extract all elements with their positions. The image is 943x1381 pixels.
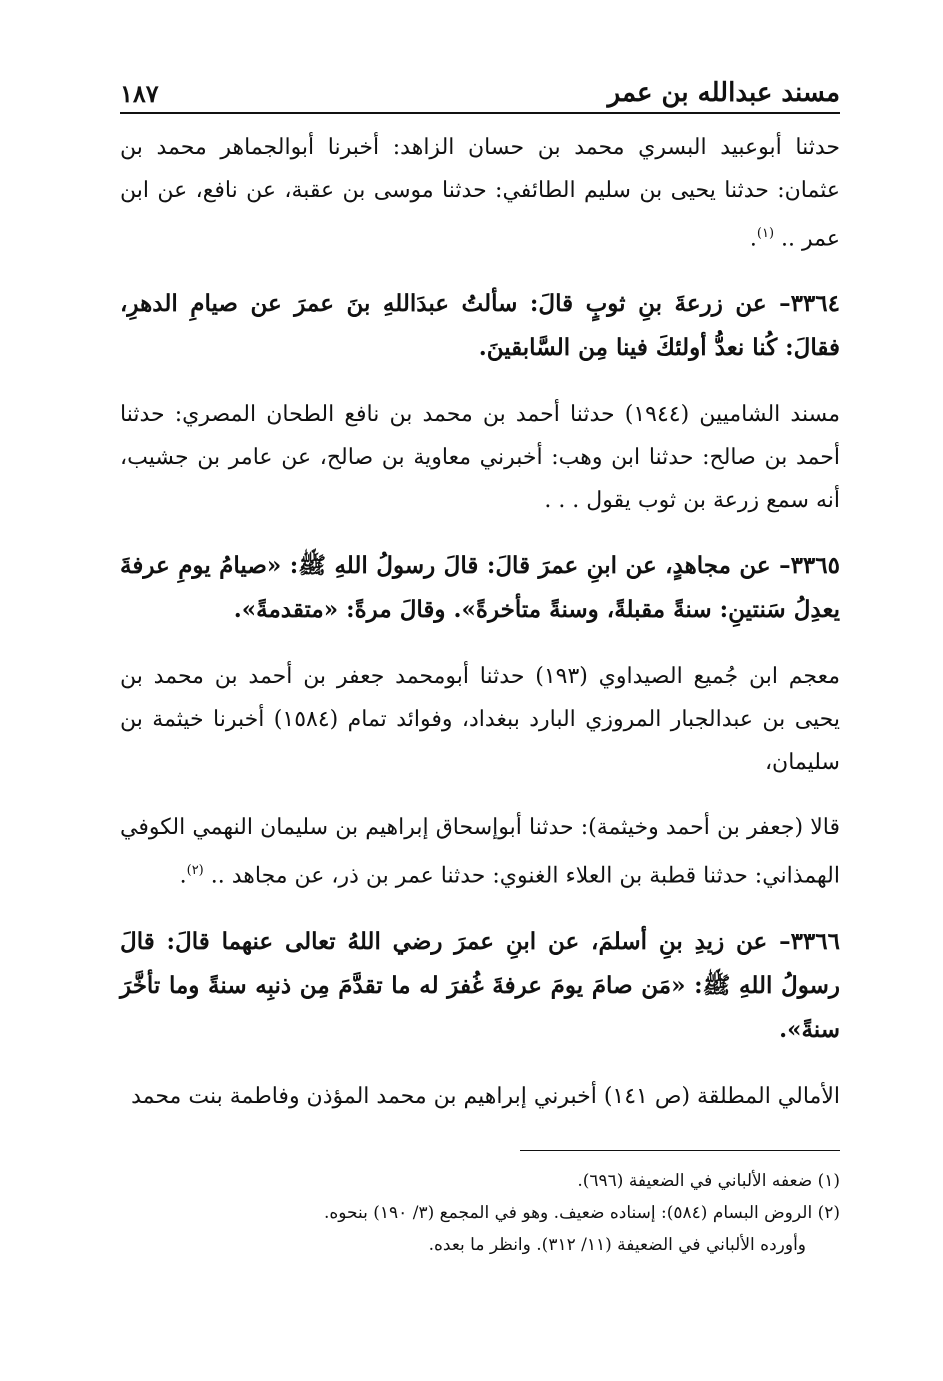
- source-paragraph: [120, 806, 840, 897]
- footnote-2-continued: وأورده الألباني في الضعيفة (١١/ ٣١٢). وانظر ما بعده.: [428, 1234, 806, 1255]
- paragraph-end: .: [179, 863, 187, 889]
- hadith-paragraph: ٣٣٦٥– عن مجاهدٍ، عن ابنِ عمرَ قالَ: قالَ رسولُ اللهِ ﷺ: «صيامُ يومِ عرفةَ يعدِلُ سَنتينِ: سنةً مقبلةً، وسنةً متأخرةً». وقالَ مرةً: «متقدمةً».: [120, 552, 840, 624]
- footnote-1: (١) ضعفه الألباني في الضعيفة (٦٩٦).: [577, 1170, 840, 1191]
- footnote-separator: [520, 1150, 840, 1151]
- running-title: مسند عبدالله بن عمر: [607, 78, 840, 108]
- source-paragraph: [120, 126, 840, 260]
- footnotes: [120, 1165, 840, 1261]
- running-header: [120, 70, 840, 114]
- footnote-2: (٢) الروض البسام (٥٨٤): إسناده ضعيف. وهو في المجمع (٣/ ١٩٠) بنحوه.: [323, 1202, 840, 1223]
- source-paragraph: الأمالي المطلقة (ص ١٤١) أخبرني إبراهيم بن محمد المؤذن وفاطمة بنت محمد: [131, 1083, 840, 1109]
- page-number: ١٨٧: [120, 79, 159, 108]
- paragraph-end: .: [749, 226, 757, 252]
- paragraph-text: حدثنا أبوعبيد البسري محمد بن حسان الزاهد: أخبرنا أبوالجماهر محمد بن عثمان: حدثنا يحيى بن سليم الطائفي: حدثنا موسى بن عقبة، عن نافع، عن ابن عمر ..: [120, 135, 840, 252]
- source-paragraph: معجم ابن جُميع الصيداوي (١٩٣) حدثنا أبومحمد جعفر بن أحمد بن محمد بن يحيى بن عبدالجبار المروزي البارد ببغداد، وفوائد تمام (١٥٨٤) أخبرنا خيثمة بن سليمان،: [120, 664, 841, 776]
- hadith-paragraph: ٣٣٦٦– عن زيدِ بنِ أسلمَ، عن ابنِ عمرَ رضي اللهُ تعالى عنهما قالَ: قالَ رسولُ اللهِ ﷺ: «مَن صامَ يومَ عرفةَ غُفرَ له ما تقدَّمَ مِن ذنبِه سنةً وما تأخَّرَ سنةً».: [120, 927, 840, 1043]
- footnote-ref[interactable]: (٢): [186, 863, 204, 879]
- paragraph-text: قالا (جعفر بن أحمد وخيثمة): حدثنا أبوإسحاق إبراهيم بن سليمان النهمي الكوفي الهمذاني: حدثنا قطبة بن العلاء الغنوي: حدثنا عمر بن ذر، عن مجاهد ..: [120, 815, 840, 889]
- footnote-ref[interactable]: (١): [756, 226, 775, 241]
- hadith-paragraph: ٣٣٦٤– عن زرعةَ بنِ ثوبٍ قالَ: سألتُ عبدَاللهِ بنَ عمرَ عن صيامِ الدهرِ، فقالَ: كُنا نعدُّ أولئكَ فينا مِن السَّابقينَ.: [120, 290, 840, 362]
- source-paragraph: مسند الشاميين (١٩٤٤) حدثنا أحمد بن محمد بن نافع الطحان المصري: حدثنا أحمد بن صالح: حدثنا ابن وهب: أخبرني معاوية بن صالح، عن عامر بن جشيب، أنه سمع زرعة بن ثوب يقول . . .: [120, 402, 840, 514]
- book-page: [120, 70, 840, 1261]
